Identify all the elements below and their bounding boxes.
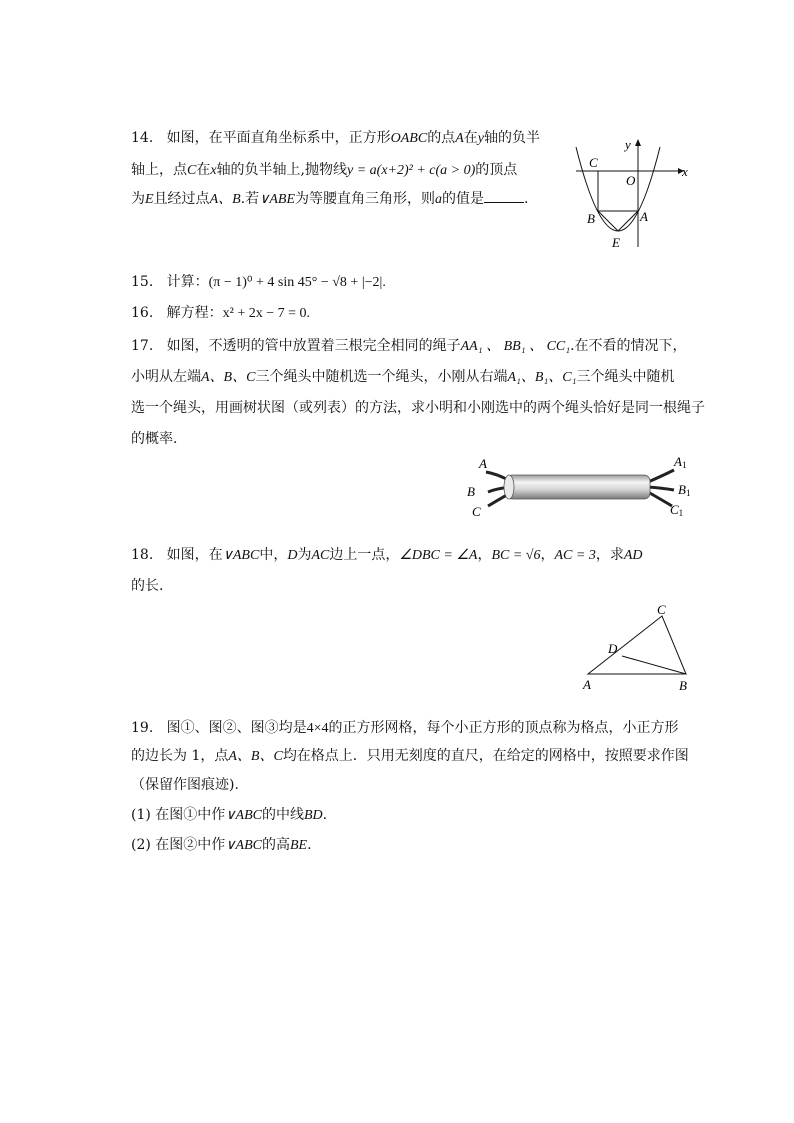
q15-number: 15. — [131, 274, 154, 290]
q17-fig-label-a1: A1 — [674, 454, 687, 470]
q18-fig-label-a: A — [583, 677, 591, 692]
q14-line-2: 轴上，点C在x轴的负半轴上,抛物线y = a(x+2)² + c(a > 0)的顶点 — [131, 162, 518, 178]
q18-fig-label-b: B — [679, 678, 687, 693]
q17-line-4: 的概率. — [131, 431, 178, 447]
q16-number: 16. — [131, 305, 154, 321]
q14-line-3: 为E且经过点A、B.若∨ABE为等腰直角三角形，则a的值是 . — [131, 191, 529, 207]
q14-fig-label-e: E — [612, 235, 620, 250]
q19-line-3: （保留作图痕迹). — [131, 777, 239, 793]
q17-fig-label-b1: B1 — [678, 482, 691, 498]
q17-line-3: 选一个绳头，用画树状图（或列表）的方法，求小明和小刚选中的两个绳头恰好是同一根绳子 — [131, 400, 705, 416]
q14-number: 14. — [131, 130, 154, 146]
q17-figure — [462, 452, 702, 522]
q14-fig-label-c: C — [589, 155, 598, 170]
q17-fig-label-c: C — [472, 504, 481, 519]
q14-figure — [570, 135, 700, 253]
q18-fig-label-d: D — [608, 641, 618, 656]
q14-formula: y = a(x+2)² + c(a > 0) — [347, 163, 476, 178]
q14-line-1: 14. 如图，在平面直角坐标系中，正方形OABC的点A在y轴的负半 — [131, 130, 540, 146]
q17-fig-label-a: A — [479, 456, 487, 471]
q19-part-2: (2) 在图②中作∨ABC的高BE. — [131, 837, 312, 853]
q15-line: 15. 计算：(π − 1)⁰ + 4 sin 45° − √8 + |−2|. — [131, 274, 386, 290]
q14-fig-label-b: B — [587, 211, 595, 226]
q16-expression: x² + 2x − 7 = 0. — [222, 306, 311, 321]
q18-line-2: 的长. — [131, 578, 164, 594]
q17-number: 17. — [131, 338, 154, 354]
q17-fig-label-b: B — [467, 484, 475, 499]
q18-line-1: 18. 如图，在∨ABC中，D为AC边上一点，∠DBC = ∠A，BC = √6，AC = 3，求AD — [131, 547, 643, 563]
q19-line-1: 19. 图①、图②、图③均是4×4的正方形网格，每个小正方形的顶点称为格点，小正方形 — [131, 720, 679, 736]
q17-line-2: 小明从左端A、B、C三个绳头中随机选一个绳头，小刚从右端A₁、B₁、C₁三个绳头中随机 — [131, 369, 675, 385]
q19-part-1: (1) 在图①中作∨ABC的中线BD. — [131, 807, 328, 823]
q19-line-2: 的边长为 1，点A、B、C均在格点上．只用无刻度的直尺，在给定的网格中，按照要求作图 — [131, 748, 689, 764]
q17-fig-label-c1: C1 — [670, 502, 684, 518]
q15-expression: (π − 1)⁰ + 4 sin 45° − √8 + |−2|. — [208, 275, 386, 290]
q14-fig-label-a: A — [640, 209, 648, 224]
q19-number: 19. — [131, 720, 154, 736]
answer-blank — [484, 190, 524, 203]
q16-line: 16. 解方程：x² + 2x − 7 = 0. — [131, 305, 311, 321]
q18-number: 18. — [131, 547, 154, 563]
q17-line-1: 17. 如图，不透明的管中放置着三根完全相同的绳子AA₁ 、 BB₁ 、 CC₁.在不看的情况下， — [131, 338, 687, 354]
q14-fig-label-y: y — [625, 137, 631, 152]
q18-figure — [578, 600, 698, 696]
q14-fig-label-x: x — [682, 164, 688, 179]
q14-fig-label-o: O — [626, 173, 636, 188]
q18-fig-label-c: C — [657, 602, 666, 617]
